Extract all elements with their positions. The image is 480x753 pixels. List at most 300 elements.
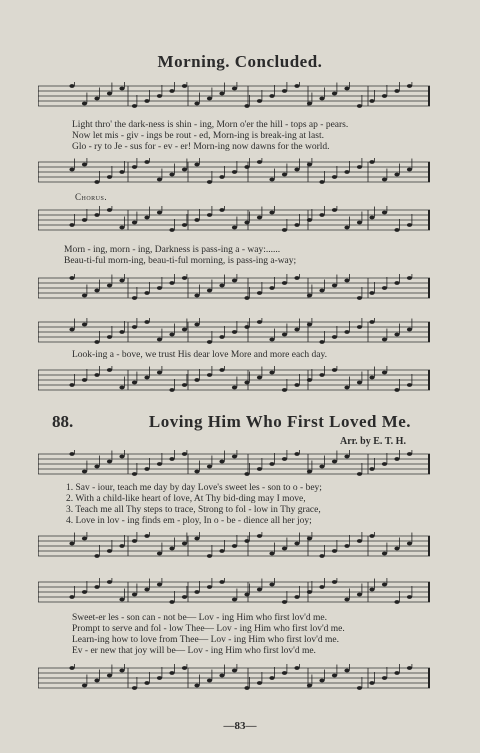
note-head (407, 595, 412, 599)
note-head (282, 228, 287, 232)
note-head (282, 173, 287, 177)
note-head (119, 598, 124, 602)
note-head (219, 549, 224, 553)
note-head (407, 383, 412, 387)
note-head (294, 328, 299, 332)
note-head (157, 286, 162, 290)
note-head (119, 330, 124, 334)
note-head (107, 460, 112, 464)
note-head (319, 585, 324, 589)
note-head (144, 160, 149, 164)
note-head (169, 333, 174, 337)
note-head (219, 674, 224, 678)
note-head (182, 383, 187, 387)
note-head (132, 221, 137, 225)
note-head (357, 221, 362, 225)
note-head (382, 178, 387, 182)
note-head (207, 554, 212, 558)
note-head (382, 676, 387, 680)
note-head (69, 542, 74, 546)
note-head (244, 296, 249, 300)
note-head (107, 674, 112, 678)
note-head (244, 165, 249, 169)
note-head (332, 92, 337, 96)
chorus-line-1: Morn - ing, morn - ing, Darkness is pass-ing a - way:...... (64, 245, 281, 255)
note-head (182, 276, 187, 280)
note-head (119, 279, 124, 283)
note-head (269, 676, 274, 680)
note-head (307, 102, 312, 106)
note-head (294, 223, 299, 227)
treble-staff (38, 578, 430, 602)
note-head (144, 291, 149, 295)
note-head (119, 669, 124, 673)
note-head (244, 593, 249, 597)
note-head (182, 223, 187, 227)
note-head (307, 470, 312, 474)
note-head (269, 211, 274, 215)
note-head (319, 373, 324, 377)
note-head (144, 467, 149, 471)
note-head (294, 168, 299, 172)
note-head (82, 218, 87, 222)
note-head (69, 328, 74, 332)
note-head (344, 330, 349, 334)
verse-line-1: Light thro' the dark-ness is shin - ing, Morn o'er the hill - tops ap - pears. (72, 120, 349, 130)
note-head (94, 180, 99, 184)
note-head (157, 371, 162, 375)
note-head (257, 216, 262, 220)
note-head (332, 175, 337, 179)
note-head (94, 289, 99, 293)
hymn-88-number: 88. (52, 412, 74, 431)
note-head (307, 590, 312, 594)
note-head (307, 218, 312, 222)
note-head (307, 537, 312, 541)
note-head (219, 460, 224, 464)
note-head (294, 452, 299, 456)
note-head (219, 284, 224, 288)
note-head (257, 160, 262, 164)
note-head (169, 388, 174, 392)
note-head (207, 679, 212, 683)
note-head (369, 160, 374, 164)
note-head (132, 381, 137, 385)
note-head (207, 585, 212, 589)
note-head (394, 388, 399, 392)
hymn-88-title: Loving Him Who First Loved Me. (148, 412, 412, 431)
note-head (194, 323, 199, 327)
note-head (232, 279, 237, 283)
note-head (332, 284, 337, 288)
note-head (144, 681, 149, 685)
note-head (219, 175, 224, 179)
note-head (332, 335, 337, 339)
note-head (244, 539, 249, 543)
treble-staff (38, 450, 430, 474)
note-head (257, 376, 262, 380)
note-head (69, 223, 74, 227)
note-head (282, 600, 287, 604)
note-head (169, 600, 174, 604)
note-head (357, 325, 362, 329)
note-head (319, 465, 324, 469)
note-head (257, 588, 262, 592)
hymn88-refrain-4: Ev - er new that joy will be— Lov - ing Him who first lov'd me. (72, 646, 316, 656)
note-head (219, 92, 224, 96)
note-head (119, 386, 124, 390)
note-head (194, 590, 199, 594)
note-head (282, 457, 287, 461)
note-head (332, 549, 337, 553)
note-head (194, 294, 199, 298)
note-head (319, 340, 324, 344)
note-head (257, 467, 262, 471)
note-head (169, 457, 174, 461)
note-head (144, 99, 149, 103)
note-head (169, 228, 174, 232)
note-head (319, 289, 324, 293)
note-head (282, 388, 287, 392)
note-head (132, 325, 137, 329)
note-head (394, 228, 399, 232)
note-head (69, 666, 74, 670)
note-head (319, 180, 324, 184)
note-head (194, 102, 199, 106)
note-head (157, 676, 162, 680)
note-head (407, 328, 412, 332)
note-head (269, 371, 274, 375)
note-head (319, 554, 324, 558)
note-head (394, 547, 399, 551)
note-head (244, 104, 249, 108)
note-head (394, 89, 399, 93)
note-head (169, 281, 174, 285)
note-head (257, 320, 262, 324)
note-head (319, 679, 324, 683)
note-head (394, 671, 399, 675)
note-head (207, 180, 212, 184)
note-head (132, 165, 137, 169)
note-head (344, 386, 349, 390)
note-head (357, 472, 362, 476)
note-head (282, 547, 287, 551)
note-head (307, 378, 312, 382)
note-head (82, 163, 87, 167)
note-head (107, 580, 112, 584)
note-head (394, 281, 399, 285)
note-head (269, 94, 274, 98)
note-head (157, 94, 162, 98)
note-head (369, 376, 374, 380)
note-head (319, 97, 324, 101)
hymn88-verse-4: 4. Love in lov - ing finds em - ploy, In o - be - dience all her joy; (66, 516, 312, 526)
note-head (182, 542, 187, 546)
note-head (344, 170, 349, 174)
note-head (107, 284, 112, 288)
note-head (132, 686, 137, 690)
note-head (282, 671, 287, 675)
note-head (169, 547, 174, 551)
note-head (119, 455, 124, 459)
note-head (257, 534, 262, 538)
note-head (344, 279, 349, 283)
note-head (119, 87, 124, 91)
note-head (382, 583, 387, 587)
note-head (182, 452, 187, 456)
note-head (332, 368, 337, 372)
note-head (394, 600, 399, 604)
note-head (207, 373, 212, 377)
note-head (344, 669, 349, 673)
note-head (119, 544, 124, 548)
note-head (369, 467, 374, 471)
note-head (269, 552, 274, 556)
note-head (294, 84, 299, 88)
note-head (382, 371, 387, 375)
note-head (307, 684, 312, 688)
verse-line-2: Now let mis - giv - ings be rout - ed, Morn-ing is break-ing at last. (72, 131, 324, 141)
note-head (232, 455, 237, 459)
note-head (369, 534, 374, 538)
note-head (244, 221, 249, 225)
note-head (157, 338, 162, 342)
note-head (257, 99, 262, 103)
note-head (382, 462, 387, 466)
bass-staff (38, 532, 430, 556)
note-head (244, 472, 249, 476)
note-head (369, 99, 374, 103)
note-head (294, 383, 299, 387)
chorus-line-3: Look-ing a - bove, we trust His dear love More and more each day. (72, 350, 328, 360)
note-head (82, 590, 87, 594)
note-head (369, 588, 374, 592)
note-head (107, 175, 112, 179)
note-head (69, 595, 74, 599)
hymn88-refrain-2: Prompt to serve and fol - low Thee— Lov - ing Him who first lov'd me. (72, 624, 345, 634)
note-head (382, 338, 387, 342)
note-head (332, 580, 337, 584)
note-head (232, 669, 237, 673)
arranger-credit: Arr. by E. T. H. (340, 436, 406, 447)
chorus-label: Chorus. (75, 192, 108, 202)
note-head (82, 537, 87, 541)
note-head (219, 368, 224, 372)
bass-staff (38, 366, 430, 390)
note-head (157, 552, 162, 556)
note-head (157, 211, 162, 215)
note-head (207, 465, 212, 469)
note-head (232, 226, 237, 230)
note-head (182, 84, 187, 88)
note-head (344, 87, 349, 91)
note-head (382, 286, 387, 290)
note-head (144, 588, 149, 592)
note-head (182, 666, 187, 670)
treble-staff (38, 206, 430, 230)
note-head (144, 534, 149, 538)
note-head (94, 340, 99, 344)
page-number: —83— (223, 720, 257, 732)
note-head (307, 323, 312, 327)
note-head (94, 373, 99, 377)
note-head (157, 178, 162, 182)
note-head (244, 325, 249, 329)
hymn88-refrain-1: Sweet-er les - son can - not be— Lov - ing Him who first lov'd me. (72, 613, 327, 623)
note-head (94, 554, 99, 558)
chorus-line-2: Beau-ti-ful morn-ing, beau-ti-ful morning, is pass-ing a-way; (64, 256, 297, 266)
note-head (407, 276, 412, 280)
note-head (319, 213, 324, 217)
treble-staff (38, 318, 430, 342)
note-head (82, 102, 87, 106)
note-head (344, 544, 349, 548)
note-head (357, 381, 362, 385)
note-head (294, 276, 299, 280)
note-head (394, 173, 399, 177)
note-head (257, 291, 262, 295)
note-head (232, 386, 237, 390)
note-head (94, 213, 99, 217)
note-head (407, 223, 412, 227)
note-head (182, 595, 187, 599)
note-head (357, 165, 362, 169)
note-head (369, 216, 374, 220)
note-head (307, 294, 312, 298)
note-head (269, 338, 274, 342)
note-head (269, 286, 274, 290)
note-head (344, 226, 349, 230)
note-head (132, 104, 137, 108)
note-head (294, 542, 299, 546)
bass-staff (38, 274, 430, 298)
note-head (344, 598, 349, 602)
note-head (132, 539, 137, 543)
note-head (232, 544, 237, 548)
note-head (107, 549, 112, 553)
note-head (294, 666, 299, 670)
note-head (82, 470, 87, 474)
note-head (82, 684, 87, 688)
note-head (207, 97, 212, 101)
note-head (269, 178, 274, 182)
note-head (132, 593, 137, 597)
note-head (157, 583, 162, 587)
note-head (144, 376, 149, 380)
note-head (394, 457, 399, 461)
note-head (94, 465, 99, 469)
note-head (244, 686, 249, 690)
note-head (144, 216, 149, 220)
note-head (332, 460, 337, 464)
note-head (357, 296, 362, 300)
note-head (232, 87, 237, 91)
note-head (69, 452, 74, 456)
note-head (407, 84, 412, 88)
note-head (207, 340, 212, 344)
note-head (219, 208, 224, 212)
note-head (194, 537, 199, 541)
note-head (282, 333, 287, 337)
note-head (207, 213, 212, 217)
note-head (282, 89, 287, 93)
note-head (132, 296, 137, 300)
note-head (269, 583, 274, 587)
note-head (194, 163, 199, 167)
note-head (132, 472, 137, 476)
note-head (219, 580, 224, 584)
note-head (119, 170, 124, 174)
note-head (294, 595, 299, 599)
note-head (107, 368, 112, 372)
hymn88-verse-2: 2. With a child-like heart of love, At Thy bid-ding may I move, (66, 494, 306, 504)
note-head (182, 168, 187, 172)
note-head (157, 462, 162, 466)
note-head (69, 276, 74, 280)
note-head (107, 335, 112, 339)
note-head (144, 320, 149, 324)
note-head (194, 218, 199, 222)
note-head (207, 289, 212, 293)
note-head (332, 208, 337, 212)
note-head (407, 452, 412, 456)
note-head (107, 92, 112, 96)
note-head (369, 291, 374, 295)
hymn88-verse-3: 3. Teach me all Thy steps to trace, Strong to fol - low in Thy grace, (66, 505, 321, 515)
note-head (219, 335, 224, 339)
note-head (107, 208, 112, 212)
hymn-87-title: Morning. Concluded. (157, 52, 323, 71)
verse-line-3: Glo - ry to Je - sus for - ev - er! Morn-ing now dawns for the world. (72, 142, 330, 152)
note-head (94, 585, 99, 589)
note-head (94, 679, 99, 683)
bass-staff (38, 664, 430, 688)
note-head (382, 552, 387, 556)
treble-staff (38, 82, 430, 106)
note-head (357, 686, 362, 690)
note-head (344, 455, 349, 459)
note-head (194, 378, 199, 382)
note-head (407, 666, 412, 670)
note-head (69, 84, 74, 88)
note-head (82, 294, 87, 298)
note-head (269, 462, 274, 466)
note-head (282, 281, 287, 285)
note-head (369, 681, 374, 685)
note-head (232, 170, 237, 174)
note-head (182, 328, 187, 332)
note-head (394, 333, 399, 337)
note-head (69, 383, 74, 387)
note-head (382, 211, 387, 215)
note-head (82, 323, 87, 327)
note-head (357, 104, 362, 108)
note-head (194, 684, 199, 688)
note-head (232, 330, 237, 334)
note-head (407, 542, 412, 546)
hymn88-refrain-3: Learn-ing how to love from Thee— Lov - ing Him who first lov'd me. (72, 635, 339, 645)
note-head (382, 94, 387, 98)
note-head (357, 593, 362, 597)
note-head (82, 378, 87, 382)
note-head (232, 598, 237, 602)
note-head (194, 470, 199, 474)
note-head (369, 320, 374, 324)
note-head (407, 168, 412, 172)
note-head (307, 163, 312, 167)
note-head (119, 226, 124, 230)
note-head (94, 97, 99, 101)
